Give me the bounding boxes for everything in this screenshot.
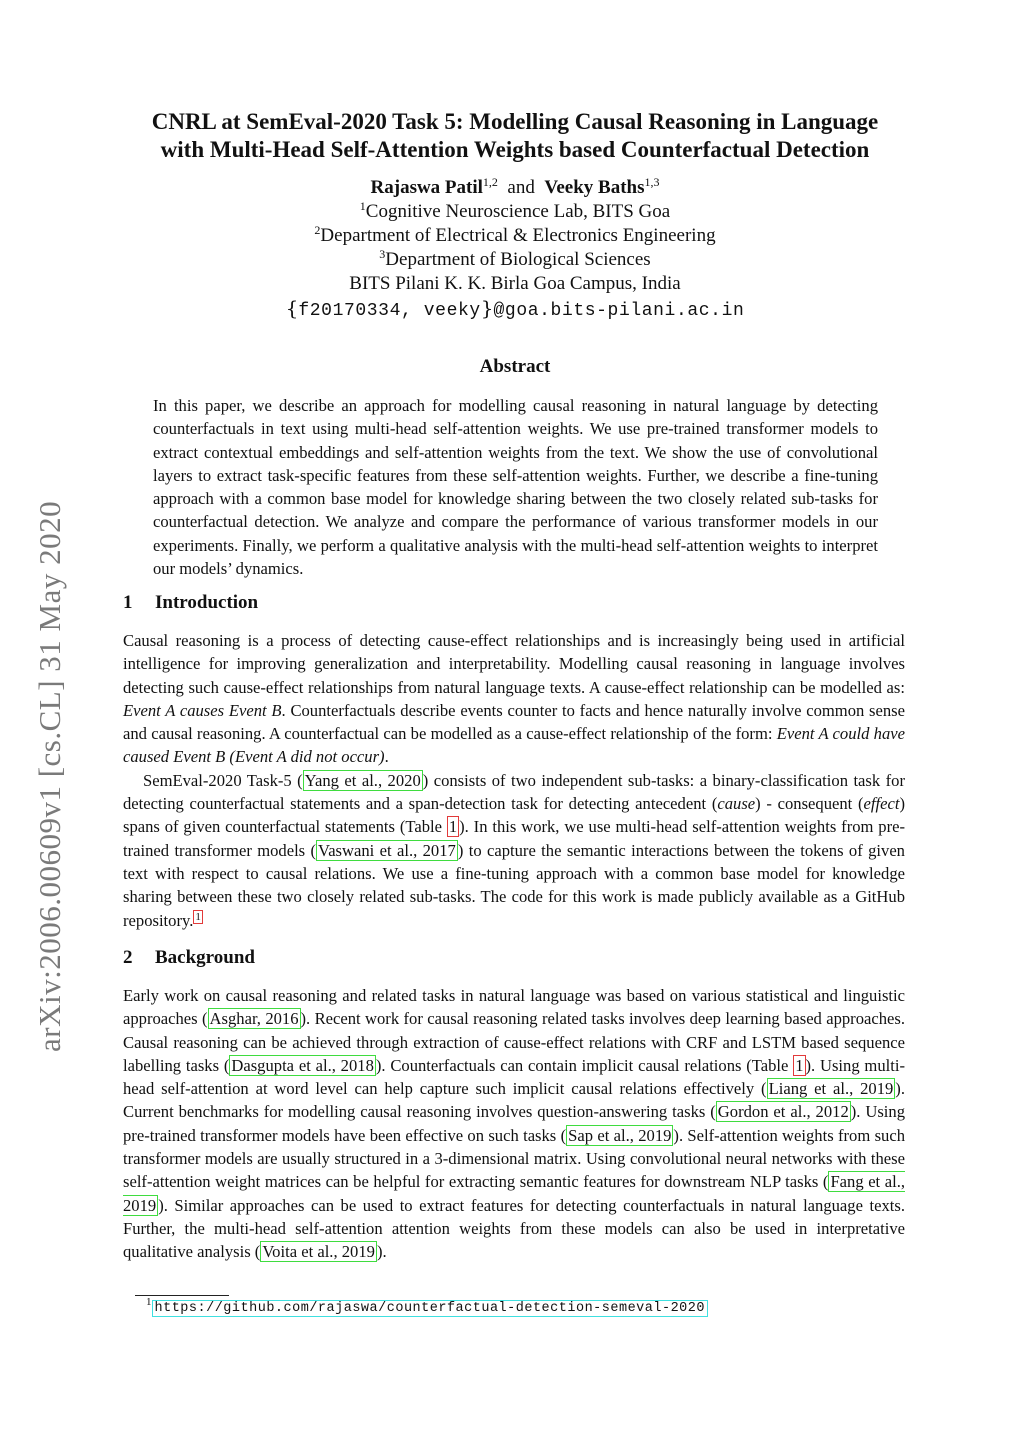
citation-link[interactable]: Asghar, 2016: [209, 1009, 299, 1029]
section-heading-introduction: [123, 592, 258, 614]
author-line: [100, 176, 930, 200]
section-number: 2: [123, 947, 133, 968]
emphasis: cause: [717, 794, 756, 814]
footnote-mark: 1: [146, 1296, 152, 1308]
footnote: [146, 1296, 708, 1316]
arxiv-identifier[interactable]: arXiv:2006.00609v1 [cs.CL] 31 May 2020: [32, 500, 67, 1052]
affiliation: BITS Pilani K. K. Birla Goa Campus, India: [349, 273, 681, 294]
citation-link[interactable]: Vaswani et al., 2017: [318, 840, 456, 860]
emphasis: Event A could have caused Event B (Event A did not occur): [123, 724, 905, 767]
table-reference-link[interactable]: 1: [795, 1055, 804, 1075]
footnote-link[interactable]: 1: [195, 910, 201, 923]
affiliation-text: Cognitive Neuroscience Lab, BITS Goa: [365, 201, 671, 222]
emphasis: Event A causes Event B: [123, 700, 282, 720]
paragraph: [123, 769, 905, 932]
introduction-body: [123, 629, 905, 932]
email-users: f20170334, veeky: [298, 301, 481, 321]
citation-link[interactable]: Sap et al., 2019: [568, 1125, 672, 1145]
author-affiliation-mark: 1,3: [644, 175, 660, 189]
citation-link[interactable]: Fang et al., 2019: [123, 1172, 905, 1215]
section-number: 1: [123, 592, 133, 613]
section-heading-background: [123, 947, 255, 969]
section-title: Background: [155, 947, 255, 968]
citation-link[interactable]: Yang et al., 2020: [304, 770, 421, 790]
text-run: ). In this work, we use multi-head self-attention weights from pre-trained transformer models (: [123, 817, 905, 860]
text-run: Causal reasoning is a process of detecting cause-effect relationships and is increasingly being used in artificial intelligence for improving generalization and interpretability. Modelling causal reasoning in language involves detecting such cause-effect relationships from natural language texts. A cause-effect relationship can be modelled as:: [123, 631, 905, 697]
abstract-text: In this paper, we describe an approach for modelling causal reasoning in natural language by detecting counterfactuals in text using multi-head self-attention weights. We use pre-trained transformer models to extract contextual embeddings and self-attention weights from the text. We show the use of convolutional layers to extract task-specific features from these self-attention weights. Further, we describe a fine-tuning approach with a common base model for knowledge sharing between the two closely related sub-tasks for counterfactual detection. We analyze and compare the performance of various transformer models in our experiments. Finally, we perform a qualitative analysis with the multi-head self-attention weights to interpret our models’ dynamics.: [153, 396, 878, 579]
text-run: ). Similar approaches can be used to extract features for detecting counterfactuals in natural language texts. Further, the multi-head self-attention attention weights from these models can also be used in interpretative qualitative analysis (: [123, 1195, 905, 1262]
text-run: ) consists of two independent sub-tasks: a binary-classification task for detecting counterfactual statements and a span-detection task for detecting antecedent (: [123, 770, 905, 814]
text-run: ).: [376, 1242, 387, 1262]
affiliation-mark: 2: [314, 223, 321, 237]
affiliation-mark: 1: [359, 199, 366, 213]
citation-link[interactable]: Dasgupta et al., 2018: [231, 1055, 374, 1075]
title-line-1: CNRL at SemEval-2020 Task 5: Modelling Causal Reasoning in Language: [151, 109, 879, 134]
email-domain: @goa.bits-pilani.ac.in: [493, 301, 745, 321]
text-run: SemEval-2020 Task-5 (: [143, 770, 303, 790]
text-run: ). Using pre-trained transformer models have been effective on such tasks (: [123, 1102, 906, 1145]
section-title: Introduction: [155, 592, 259, 613]
email-brace-close: }: [480, 296, 494, 320]
footnote-url-link[interactable]: https://github.com/rajaswa/counterfactual-detection-semeval-2020: [152, 1300, 708, 1317]
affiliation-text: Department of Biological Sciences: [385, 249, 651, 270]
author-block: [100, 176, 930, 323]
citation-link[interactable]: Voita et al., 2019: [262, 1242, 375, 1262]
author-conjunction: and: [507, 177, 535, 198]
text-run: . Counterfactuals describe events counter to facts and hence naturally involve common sense and causal reasoning. A counterfactual can be modelled as a cause-effect relationship of the form:: [123, 700, 905, 744]
citation-link[interactable]: Liang et al., 2019: [768, 1079, 894, 1099]
text-run: ) spans of given counterfactual statements (Table: [123, 794, 905, 837]
affiliation-text: Department of Electrical & Electronics Engineering: [320, 225, 716, 246]
affiliation: [100, 200, 930, 224]
paragraph: [123, 984, 905, 1264]
affiliation-mark: 3: [379, 247, 386, 261]
emphasis: effect: [863, 794, 900, 814]
text-run: ) to capture the semantic interactions between the tokens of given text with respect to causal relations. We use a fine-tuning approach with a common base model for knowledge sharing between these two closely related sub-tasks. The code for this work is made publicly available as a GitHub repository.: [123, 840, 905, 930]
text-run: ). Recent work for causal reasoning related tasks involves deep learning based approaches. Causal reasoning can be achieved through extraction of cause-effect relations with CRF and LSTM based sequence labelling tasks (: [123, 1009, 906, 1075]
title-line-2: with Multi-Head Self-Attention Weights based Counterfactual Detection: [160, 137, 870, 162]
background-body: [123, 984, 905, 1264]
text-run: ). Self-attention weights from such transformer models are usually structured in a 3-dimensional matrix. Using convolutional neural networks with these self-attention weight matrices can be helpful for extracting semantic features for downstream NLP tasks (: [123, 1125, 905, 1192]
email-brace-open: {: [285, 296, 299, 320]
text-run: ). Current benchmarks for modelling causal reasoning involves question-answering tasks (: [123, 1079, 905, 1122]
text-run: Early work on causal reasoning and related tasks in natural language was based on various statistical and linguistic approaches (: [123, 986, 905, 1029]
affiliation: [100, 248, 930, 272]
text-run: ) - consequent (: [755, 794, 864, 814]
author-name: Veeky Baths: [544, 177, 645, 198]
paragraph: [123, 629, 905, 769]
text-run: .: [384, 747, 389, 767]
citation-link[interactable]: Gordon et al., 2012: [717, 1102, 849, 1122]
text-run: ). Counterfactuals can contain implicit causal relations (Table: [375, 1055, 794, 1075]
affiliation: [100, 224, 930, 248]
paper-title: [100, 108, 930, 164]
table-reference-link[interactable]: 1: [448, 817, 458, 837]
author-affiliation-mark: 1,2: [482, 175, 498, 189]
author-name: Rajaswa Patil: [370, 177, 483, 198]
abstract-heading: Abstract: [479, 356, 551, 377]
author-emails: [100, 296, 930, 323]
text-run: ). Using multi-head self-attention at word level can help capture such implicit causal relations effectively (: [123, 1055, 905, 1099]
